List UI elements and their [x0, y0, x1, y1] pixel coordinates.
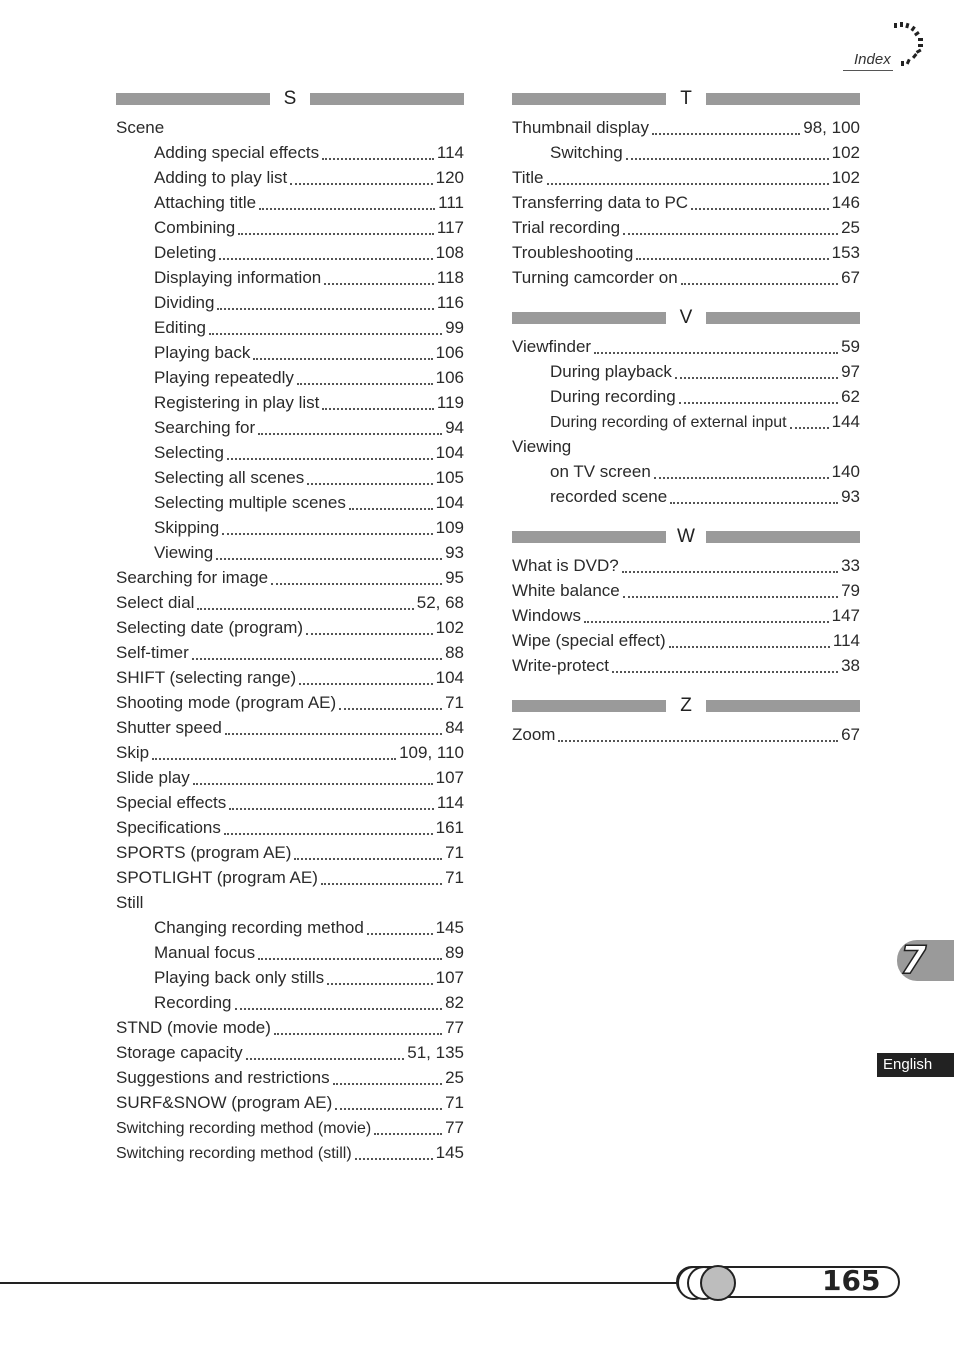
- entry-pages: 67: [841, 725, 860, 744]
- entry-pages: 71: [445, 1093, 464, 1112]
- index-entry: [116, 1115, 464, 1140]
- index-entry: [512, 190, 860, 215]
- index-entry: [512, 459, 860, 484]
- index-entry: [116, 865, 464, 890]
- entry-pages: 104: [435, 443, 464, 462]
- dot-leader: [547, 183, 829, 185]
- dot-leader: [299, 683, 432, 685]
- entry-pages: 89: [445, 943, 464, 962]
- entry-term: Thumbnail display: [512, 118, 650, 137]
- entry-pages: 145: [435, 1143, 464, 1162]
- dot-leader: [327, 983, 433, 985]
- index-entry: [116, 1015, 464, 1040]
- entry-pages: 67: [841, 268, 860, 287]
- entry-term: Viewing: [512, 437, 572, 456]
- entry-term: Dividing: [154, 293, 215, 312]
- index-entry: [116, 815, 464, 840]
- entry-term: Switching recording method (still): [116, 1145, 352, 1162]
- entry-pages: 104: [435, 493, 464, 512]
- entry-term: SPORTS (program AE): [116, 843, 292, 862]
- entry-term: Selecting date (program): [116, 618, 304, 637]
- entry-pages: 79: [841, 581, 860, 600]
- index-entry: [116, 315, 464, 340]
- dot-leader: [623, 596, 838, 598]
- entry-term: Deleting: [154, 243, 217, 262]
- entry-term: Manual focus: [154, 943, 256, 962]
- index-entry: [116, 490, 464, 515]
- entry-term: Transferring data to PC: [512, 193, 689, 212]
- entry-pages: 71: [445, 843, 464, 862]
- dot-leader: [636, 258, 828, 260]
- entry-pages: 98, 100: [803, 118, 860, 137]
- index-entry: [116, 715, 464, 740]
- index-entry: [512, 553, 860, 578]
- dot-leader: [322, 158, 434, 160]
- dot-leader: [307, 483, 432, 485]
- dot-leader: [246, 1058, 405, 1060]
- dot-leader: [227, 458, 433, 460]
- section-bar-left: [116, 93, 270, 105]
- index-entry: [116, 840, 464, 865]
- section-gap: [512, 509, 860, 526]
- entry-pages: 107: [435, 768, 464, 787]
- dot-leader: [216, 558, 442, 560]
- dot-leader: [654, 477, 829, 479]
- entry-term: Editing: [154, 318, 206, 337]
- index-entry: [512, 215, 860, 240]
- dot-leader: [558, 740, 838, 742]
- entry-term: Zoom: [512, 725, 556, 744]
- dot-leader: [374, 1133, 442, 1135]
- entry-term: Viewing: [154, 543, 214, 562]
- dot-leader: [623, 233, 838, 235]
- entry-pages: 108: [435, 243, 464, 262]
- section-gap: [512, 290, 860, 307]
- dot-leader: [290, 183, 432, 185]
- dot-leader: [679, 402, 838, 404]
- entry-term: Viewfinder: [512, 337, 592, 356]
- entry-term: Select dial: [116, 593, 195, 612]
- dot-leader: [333, 1083, 443, 1085]
- index-column-right: [512, 88, 860, 747]
- entry-pages: 144: [831, 412, 860, 431]
- entry-pages: 104: [435, 668, 464, 687]
- index-entry: [116, 465, 464, 490]
- index-entry: [116, 165, 464, 190]
- entry-term: Switching: [550, 143, 623, 162]
- page-number: 165: [822, 1264, 881, 1297]
- section-bar-right: [706, 700, 860, 712]
- index-entry: [116, 240, 464, 265]
- entry-pages: 71: [445, 693, 464, 712]
- index-entry: [512, 140, 860, 165]
- dot-leader: [670, 502, 838, 504]
- entry-pages: 77: [445, 1018, 464, 1037]
- entry-term: Displaying information: [154, 268, 322, 287]
- entry-pages: 102: [435, 618, 464, 637]
- dot-leader: [612, 671, 838, 673]
- dot-leader: [253, 358, 432, 360]
- entry-term: Specifications: [116, 818, 221, 837]
- entry-term: Self-timer: [116, 643, 189, 662]
- entry-term: Adding special effects: [154, 143, 320, 162]
- entry-term: Special effects: [116, 793, 227, 812]
- dot-leader: [622, 571, 838, 573]
- dot-leader: [355, 1158, 433, 1160]
- entry-term: Combining: [154, 218, 236, 237]
- entry-term: Turning camcorder on: [512, 268, 678, 287]
- entry-pages: 119: [436, 393, 464, 412]
- section-header: [512, 307, 860, 329]
- entry-term: Still: [116, 893, 144, 912]
- entry-pages: 97: [841, 362, 860, 381]
- entry-term: Registering in play list: [154, 393, 320, 412]
- section-letter: W: [677, 526, 695, 547]
- entry-term: Changing recording method: [154, 918, 364, 937]
- index-entry: [116, 990, 464, 1015]
- dot-leader: [324, 283, 434, 285]
- entry-pages: 102: [831, 143, 860, 162]
- dot-leader: [790, 427, 829, 429]
- entry-term: Playing back: [154, 343, 251, 362]
- dot-leader: [274, 1033, 442, 1035]
- entry-pages: 114: [832, 631, 860, 650]
- index-entry: [512, 165, 860, 190]
- index-entry: [116, 290, 464, 315]
- page-circles-icon: [674, 1265, 744, 1301]
- index-entry: [116, 365, 464, 390]
- entry-pages: 117: [436, 218, 464, 237]
- index-entry: [512, 653, 860, 678]
- dot-leader: [222, 533, 432, 535]
- section-bar-right: [706, 312, 860, 324]
- entry-term: Wipe (special effect): [512, 631, 666, 650]
- index-entry: [116, 615, 464, 640]
- entry-pages: 99: [445, 318, 464, 337]
- dotted-ring-icon: [892, 20, 924, 72]
- entry-term: Selecting all scenes: [154, 468, 305, 487]
- entry-term: Recording: [154, 993, 232, 1012]
- dot-leader: [258, 958, 442, 960]
- footer-rule: [0, 1282, 690, 1284]
- section-header: [512, 695, 860, 717]
- section-letter: Z: [680, 695, 692, 716]
- dot-leader: [152, 758, 396, 760]
- entry-term: During recording: [550, 387, 676, 406]
- entry-term: Shooting mode (program AE): [116, 693, 337, 712]
- entry-term: Slide play: [116, 768, 190, 787]
- index-entry: [512, 240, 860, 265]
- entry-pages: 71: [445, 868, 464, 887]
- entry-term: SURF&SNOW (program AE): [116, 1093, 333, 1112]
- index-underline: [843, 70, 893, 71]
- entry-pages: 140: [831, 462, 860, 481]
- entry-pages: 114: [436, 143, 464, 162]
- index-entry: [116, 215, 464, 240]
- index-entry: [116, 540, 464, 565]
- index-column-left: [116, 88, 464, 1165]
- index-entry: [116, 640, 464, 665]
- dot-leader: [238, 233, 434, 235]
- entry-term: Searching for: [154, 418, 256, 437]
- index-entry: [116, 565, 464, 590]
- entry-term: Storage capacity: [116, 1043, 243, 1062]
- entry-term: During playback: [550, 362, 672, 381]
- entry-term: Shutter speed: [116, 718, 222, 737]
- index-entry: [116, 390, 464, 415]
- entry-pages: 107: [435, 968, 464, 987]
- entry-pages: 116: [436, 293, 464, 312]
- entry-term: Windows: [512, 606, 581, 625]
- dot-leader: [197, 608, 413, 610]
- index-entry: [116, 1090, 464, 1115]
- index-entry: [116, 515, 464, 540]
- dot-leader: [225, 733, 442, 735]
- dot-leader: [349, 508, 433, 510]
- dot-leader: [652, 133, 800, 135]
- entry-pages: 77: [445, 1118, 464, 1137]
- section-gap: [512, 678, 860, 695]
- entry-term: White balance: [512, 581, 620, 600]
- section-bar-left: [512, 700, 666, 712]
- dot-leader: [306, 633, 433, 635]
- index-entry: [116, 1065, 464, 1090]
- entry-term: STND (movie mode): [116, 1018, 271, 1037]
- dot-leader: [335, 1108, 442, 1110]
- entry-pages: 38: [841, 656, 860, 675]
- entry-pages: 109: [435, 518, 464, 537]
- index-entry: [116, 890, 464, 915]
- dot-leader: [626, 158, 829, 160]
- index-entry: [512, 484, 860, 509]
- entry-pages: 93: [841, 487, 860, 506]
- entry-term: Trial recording: [512, 218, 621, 237]
- section-header: [116, 88, 464, 110]
- dot-leader: [322, 408, 434, 410]
- dot-leader: [224, 833, 433, 835]
- section-bar-right: [310, 93, 464, 105]
- entry-term: Write-protect: [512, 656, 609, 675]
- index-entry: [512, 578, 860, 603]
- section-bar-left: [512, 312, 666, 324]
- entry-term: Title: [512, 168, 544, 187]
- dot-leader: [297, 383, 433, 385]
- dot-leader: [584, 621, 829, 623]
- index-entry: [116, 1140, 464, 1165]
- entry-term: Troubleshooting: [512, 243, 634, 262]
- entry-pages: 153: [831, 243, 860, 262]
- index-entry: [116, 440, 464, 465]
- entry-pages: 114: [436, 793, 464, 812]
- index-entry: [512, 384, 860, 409]
- entry-pages: 147: [831, 606, 860, 625]
- dot-leader: [339, 708, 442, 710]
- entry-pages: 146: [831, 193, 860, 212]
- index-entry: [116, 140, 464, 165]
- entry-pages: 105: [435, 468, 464, 487]
- dot-leader: [271, 583, 442, 585]
- entry-pages: 111: [438, 193, 464, 212]
- index-entry: [116, 590, 464, 615]
- entry-term: Playing repeatedly: [154, 368, 294, 387]
- entry-pages: 118: [436, 268, 464, 287]
- index-entry: [512, 265, 860, 290]
- entry-term: SPOTLIGHT (program AE): [116, 868, 318, 887]
- index-entry: [116, 940, 464, 965]
- entry-pages: 51, 135: [407, 1043, 464, 1062]
- entry-term: Skipping: [154, 518, 220, 537]
- entry-pages: 93: [445, 543, 464, 562]
- entry-term: Attaching title: [154, 193, 257, 212]
- entry-term: SHIFT (selecting range): [116, 668, 297, 687]
- entry-pages: 88: [445, 643, 464, 662]
- entry-pages: 106: [435, 368, 464, 387]
- section-letter: T: [680, 88, 692, 109]
- dot-leader: [259, 208, 435, 210]
- dot-leader: [217, 308, 433, 310]
- entry-term: Adding to play list: [154, 168, 288, 187]
- index-entry: [512, 359, 860, 384]
- index-entry: [512, 409, 860, 434]
- entry-pages: 106: [435, 343, 464, 362]
- index-entry: [116, 415, 464, 440]
- section-bar-right: [706, 531, 860, 543]
- dot-leader: [219, 258, 432, 260]
- entry-pages: 109, 110: [399, 743, 464, 762]
- entry-pages: 95: [445, 568, 464, 587]
- entry-term: recorded scene: [550, 487, 668, 506]
- entry-term: Playing back only stills: [154, 968, 325, 987]
- dot-leader: [294, 858, 442, 860]
- index-entry: [116, 1040, 464, 1065]
- dot-leader: [681, 283, 838, 285]
- dot-leader: [691, 208, 829, 210]
- index-entry: [116, 765, 464, 790]
- index-entry: [116, 190, 464, 215]
- section-bar-left: [512, 531, 666, 543]
- section-bar-right: [706, 93, 860, 105]
- entry-term: Selecting: [154, 443, 224, 462]
- entry-pages: 33: [841, 556, 860, 575]
- entry-term: on TV screen: [550, 462, 651, 481]
- section-letter: V: [679, 307, 693, 328]
- index-entry: [512, 628, 860, 653]
- index-entry: [512, 115, 860, 140]
- index-entry: [512, 722, 860, 747]
- entry-term: During recording of external input: [550, 414, 787, 431]
- entry-pages: 25: [841, 218, 860, 237]
- index-entry: [512, 434, 860, 459]
- index-entry: [116, 740, 464, 765]
- index-entry: [116, 340, 464, 365]
- index-entry: [116, 965, 464, 990]
- dot-leader: [367, 933, 433, 935]
- entry-pages: 62: [841, 387, 860, 406]
- index-label: Index: [854, 51, 891, 68]
- entry-term: Skip: [116, 743, 150, 762]
- entry-pages: 59: [841, 337, 860, 356]
- dot-leader: [229, 808, 434, 810]
- dot-leader: [594, 352, 838, 354]
- entry-term: Suggestions and restrictions: [116, 1068, 330, 1087]
- index-entry: [512, 603, 860, 628]
- dot-leader: [209, 333, 442, 335]
- section-header: [512, 88, 860, 110]
- entry-pages: 82: [445, 993, 464, 1012]
- entry-pages: 120: [435, 168, 464, 187]
- section-letter: S: [283, 88, 297, 109]
- entry-pages: 94: [445, 418, 464, 437]
- dot-leader: [192, 658, 442, 660]
- index-entry: [512, 334, 860, 359]
- chapter-number: 7: [900, 938, 927, 982]
- dot-leader: [258, 433, 442, 435]
- dot-leader: [235, 1008, 443, 1010]
- index-entry: [116, 665, 464, 690]
- index-entry: [116, 915, 464, 940]
- index-entry: [116, 790, 464, 815]
- entry-term: Searching for image: [116, 568, 269, 587]
- entry-term: Scene: [116, 118, 165, 137]
- entry-pages: 145: [435, 918, 464, 937]
- entry-term: What is DVD?: [512, 556, 619, 575]
- section-header: [512, 526, 860, 548]
- dot-leader: [321, 883, 442, 885]
- entry-pages: 102: [831, 168, 860, 187]
- index-entry: [116, 265, 464, 290]
- entry-pages: 25: [445, 1068, 464, 1087]
- section-bar-left: [512, 93, 666, 105]
- entry-pages: 84: [445, 718, 464, 737]
- language-tab: English: [877, 1053, 954, 1077]
- dot-leader: [193, 783, 433, 785]
- entry-pages: 52, 68: [416, 593, 464, 612]
- entry-term: Switching recording method (movie): [116, 1120, 372, 1137]
- index-entry: [116, 690, 464, 715]
- entry-pages: 161: [435, 818, 464, 837]
- entry-term: Selecting multiple scenes: [154, 493, 346, 512]
- dot-leader: [669, 646, 830, 648]
- dot-leader: [675, 377, 838, 379]
- index-entry: [116, 115, 464, 140]
